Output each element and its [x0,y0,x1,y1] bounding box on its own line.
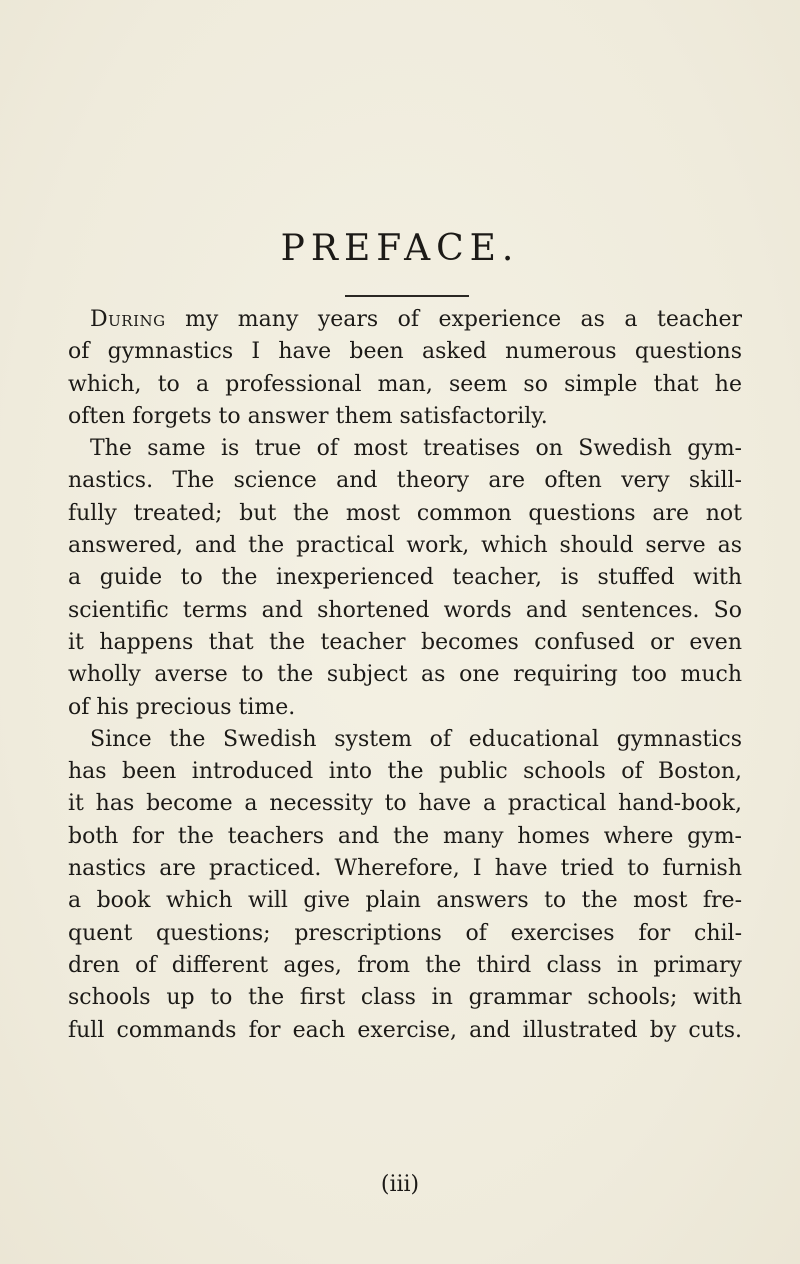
text-line: The same is true of most treatises on Swedish gym- [90,436,742,462]
text-line: has been introduced into the public schools of Boston, [68,759,742,785]
text-line: of gymnastics I have been asked numerous questions [68,339,742,365]
opening-word: During [90,307,166,332]
text-line: full commands for each exercise, and illustrated by cuts. [68,1017,742,1043]
title-rule [345,295,469,297]
text-line: fully treated; but the most common questions are not [68,500,742,526]
text-line: quent questions; prescriptions of exercises for chil- [68,920,742,946]
text-line: often forgets to answer them satisfactorily. [68,403,548,429]
text-line: it has become a necessity to have a practical hand-book, [68,791,742,817]
text-line: nastics are practiced. Wherefore, I have tried to furnish [68,856,742,882]
text-line: a guide to the inexperienced teacher, is stuffed with [68,565,742,591]
text-line: nastics. The science and theory are often very skill- [68,468,742,494]
text-line: it happens that the teacher becomes confused or even [68,629,742,655]
preface-text [68,304,742,1047]
text-line: schools up to the first class in grammar schools; with [68,985,742,1011]
text-line: both for the teachers and the many homes where gym- [68,823,742,849]
text-line: During my many years of experience as a teacher [90,307,742,332]
text-line: dren of different ages, from the third class in primary [68,952,742,978]
text-line: answered, and the practical work, which should serve as [68,533,742,559]
text-line: scientific terms and shortened words and sentences. So [68,597,742,623]
page-title: PREFACE. [280,228,520,269]
page-number: (iii) [380,1172,420,1197]
text-line: of his precious time. [68,694,296,720]
text-line: a book which will give plain answers to the most fre- [68,888,742,914]
text-line: which, to a professional man, seem so simple that he [68,371,742,397]
text-line: Since the Swedish system of educational gymnastics [90,726,742,752]
text-line: wholly averse to the subject as one requiring too much [68,662,742,688]
